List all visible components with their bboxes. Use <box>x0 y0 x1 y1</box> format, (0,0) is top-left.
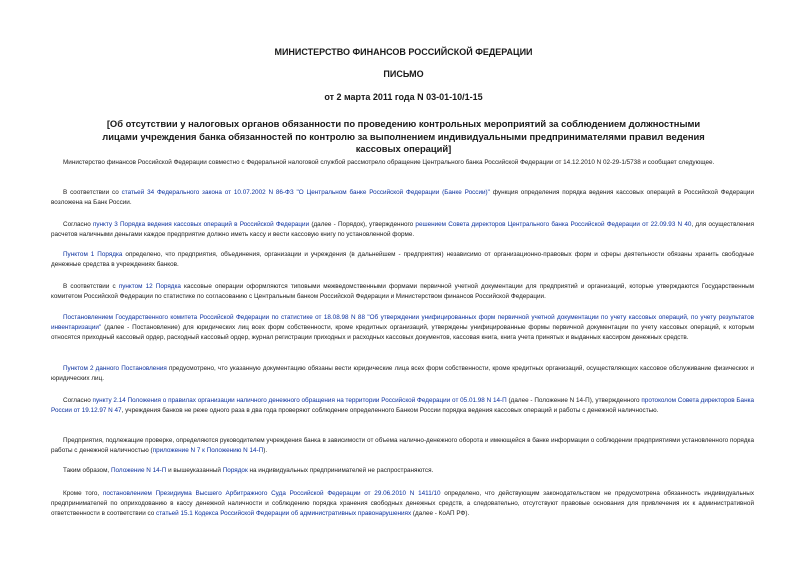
paragraph-text: функция определения порядка ведения кассовых операций в Российской Федерации возложена на Банк России. <box>51 189 755 207</box>
paragraph-5 <box>51 282 754 302</box>
paragraph-text: В соответствии со <box>63 189 122 196</box>
link-polozhenie-14p[interactable]: Положение N 14-П <box>110 467 167 474</box>
paragraph-2 <box>51 188 754 208</box>
link-goskomstat-resolution-88[interactable]: Постановлением Государственного комитета Российской Федерации по статистике от 18.08.98 N 88 "Об утверждении унифицированных форм первичной учетной документации по учету кассовых операций, по учету результатов инвентаризации" <box>51 314 754 332</box>
ministry-heading: МИНИСТЕРСТВО ФИНАНСОВ РОССИЙСКОЙ ФЕДЕРАЦИИ <box>274 47 533 57</box>
paragraph-3 <box>51 220 754 240</box>
paragraph-1 <box>51 158 754 168</box>
link-resolution-point-2[interactable]: Пунктом 2 данного Постановления <box>63 365 167 372</box>
paragraph-4 <box>51 250 754 270</box>
paragraph-7 <box>51 364 754 384</box>
paragraph-text: определено, что действующим законодательством не предусмотрена обязанность индивидуальных предпринимателей по оприходованию в кассу денежной наличности и соблюдению порядка хранения свободных денежных средств, а следовательно, отсутствуют правовые основания для привлечения их к административной ответственности в соответствии со <box>51 490 755 518</box>
paragraph-text: предусмотрено, что указанную документацию обязаны вести юридические лица всех форм собственности, кроме кредитных организаций, осуществляющих кассовое обслуживание физических и юридических лиц. <box>51 365 754 383</box>
link-board-decision-40[interactable]: решением Совета директоров Центрального банка Российской Федерации от 22.09.93 N 40 <box>415 221 692 228</box>
link-polozhenie-14p-point-2-14[interactable]: пункту 2.14 Положения о правилах организации наличного денежного обращения на территории Российской Федерации от 05.01.98 N 14-П <box>92 397 507 404</box>
link-protocol-47[interactable]: протоколом Совета директоров Банка России от 19.12.97 N 47 <box>51 397 755 415</box>
document-subject: [Об отсутствии у налоговых органов обязанности по проведению контрольных мероприятий за соблюдением должностными лицами учреждения банка обязанностей по контролю за выполнением индивидуальными предпринимателями правил ведения кассовых операций] <box>102 118 705 154</box>
paragraph-text: Согласно <box>63 221 93 228</box>
date-number-heading: от 2 марта 2011 года N 03-01-10/1-15 <box>324 92 483 102</box>
doc-type-heading: ПИСЬМО <box>383 69 424 79</box>
paragraph-text: (далее - КоАП РФ). <box>411 510 470 518</box>
link-poryadok-point-1[interactable]: Пунктом 1 Порядка <box>63 251 123 258</box>
paragraph-text: , учреждения банков не реже одного раза в два года проверяют соблюдение определенного Банком России порядка ведения кассовых операций и работы с денежной наличностью. <box>121 407 659 415</box>
paragraph-text: (далее - Порядок), утвержденного <box>309 221 416 228</box>
paragraph-text: Предприятия, подлежащие проверке, определяются руководителем учреждения банка в зависимости от объема налично-денежного оборота и имеющейся в банке информации о соблюдении предприятиями установленного порядка работы с денежной наличностью ( <box>51 437 754 455</box>
paragraph-6 <box>51 313 754 344</box>
paragraph-10 <box>51 466 754 476</box>
paragraph-text: ). <box>263 447 268 455</box>
paragraph-text: на индивидуальных предпринимателей не распространяются. <box>247 467 434 474</box>
paragraph-text: Согласно <box>63 397 93 404</box>
paragraph-text: Министерство финансов Российской Федерации совместно с Федеральной налоговой службой рассмотрело обращение Центрального банка Российской Федерации от 14.12.2010 N 02-29-1/5738 и сообщает следующее. <box>63 159 715 166</box>
paragraph-text: и вышеуказанный <box>166 467 223 474</box>
paragraph-text: кассовые операции оформляются типовыми межведомственными формами первичной учетной документации для предприятий и организаций, которые утверждаются Государственным комитетом Российской Федерации по статистике по согласованию с Центральным банком Российской Федерации и Министерством финансов Российской Федерации. <box>51 283 755 301</box>
paragraph-text: , для осуществления расчетов наличными деньгами каждое предприятие должно иметь кассу и вести кассовую книгу по установленной форме. <box>51 221 755 239</box>
link-poryadok-point-3[interactable]: пункту 3 Порядка ведения кассовых операций в Российской Федерации <box>92 221 310 228</box>
link-poryadok-point-12[interactable]: пунктом 12 Порядка <box>118 283 181 290</box>
paragraph-text: (далее - Постановление) для юридических лиц всех форм собственности, кроме кредитных организаций, утверждены унифицированные формы первичной документации по учету кассовых операций, к которым относятся приходный кассовый ордер, расходный кассовый ордер, журнал регистрации приходных и расходных кассовых документов, кассовая книга, книга учета принятых и выданных кассиром денежных средств. <box>51 324 754 342</box>
paragraph-text: (далее - Положение N 14-П), утвержденного <box>506 397 642 404</box>
link-appendix-7[interactable]: приложение N 7 к Положению N 14-П <box>152 447 264 455</box>
link-vas-resolution-1411-10[interactable]: постановлением Президиума Высшего Арбитражного Суда Российской Федерации от 29.06.2010 N 1411/10 <box>102 490 441 497</box>
link-koap-article-15-1[interactable]: статьей 15.1 Кодекса Российской Федерации об административных правонарушениях <box>156 510 412 518</box>
link-poryadok[interactable]: Порядок <box>222 467 248 474</box>
paragraph-text: В соответствии с <box>63 283 119 290</box>
paragraph-8 <box>51 396 754 416</box>
paragraph-11 <box>51 489 754 520</box>
paragraph-9 <box>51 436 754 456</box>
link-law-86fz-article-34[interactable]: статьей 34 Федерального закона от 10.07.2002 N 86-ФЗ "О Центральном банке Российской Федерации (Банке России)" <box>121 189 490 196</box>
paragraph-text: Кроме того, <box>63 490 103 497</box>
paragraph-text: определено, что предприятия, объединения, организации и учреждения (в дальнейшем - предприятия) независимо от организационно-правовых форм и сферы деятельности обязаны хранить свободные денежные средства в учреждениях банков. <box>51 251 755 269</box>
paragraph-text: Таким образом, <box>63 467 111 474</box>
